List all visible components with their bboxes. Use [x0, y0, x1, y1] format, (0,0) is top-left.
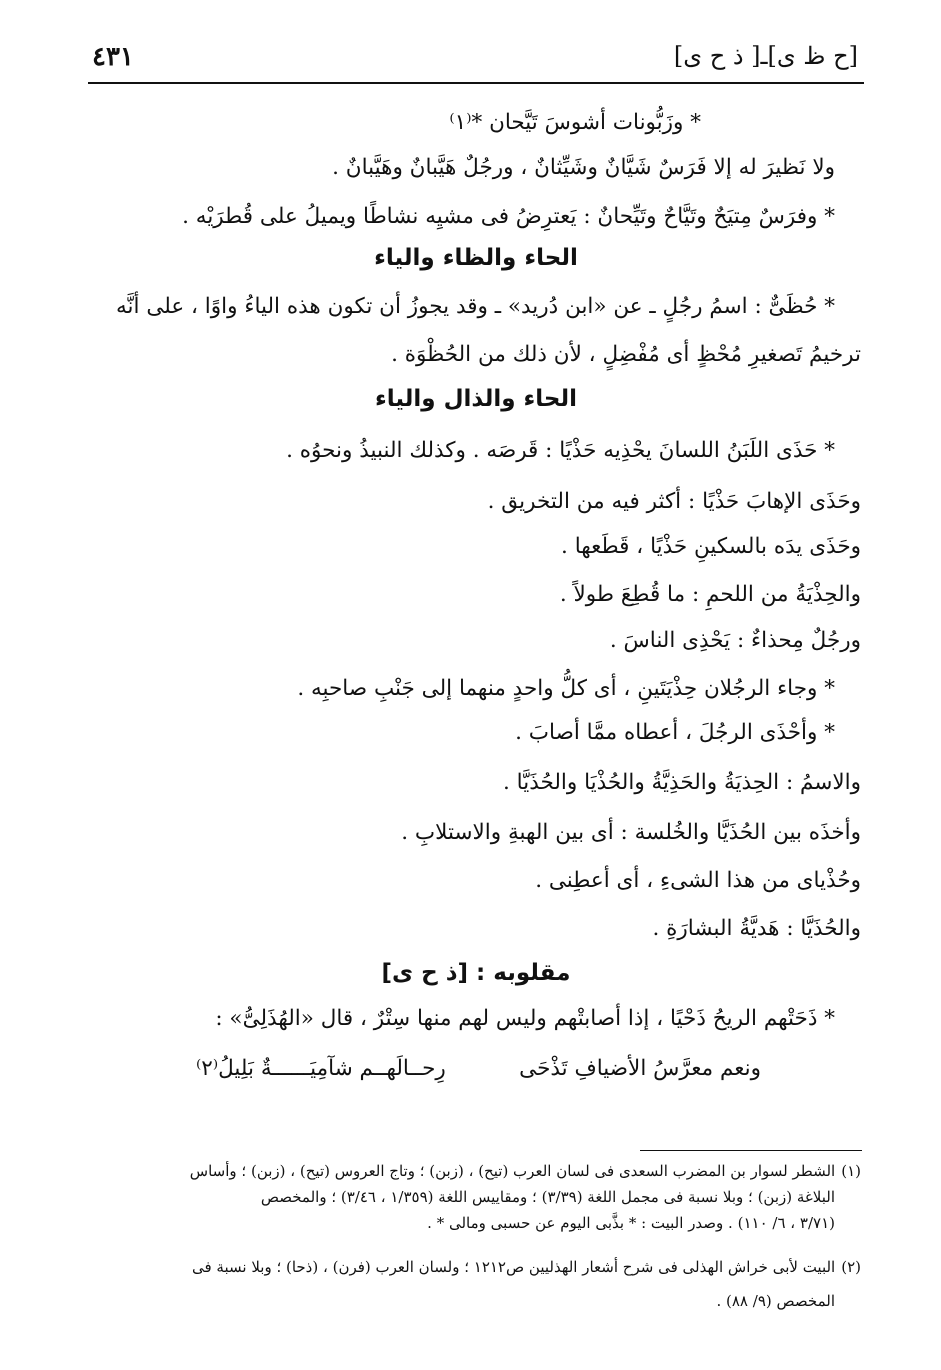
footnote-number: (١) [841, 1162, 861, 1180]
footnote-line: المخصص (٩/ ٨٨) . [716, 1292, 835, 1310]
running-head: [ح ظ ى]ـ[ ذ ح ى] [673, 42, 858, 70]
text-line: * وفرَسٌ مِتيَحٌ وتَيَّاحٌ وتَيِّحانٌ : يَعترِضُ فى مشيِه نشاطًا ويميلُ على قُطرَيْه . [182, 204, 835, 229]
text-line: * حَذَى اللَبَنُ اللسانَ يحْذِيه حَذْيًا : قَرصَه . وكذلك النبيذُ ونحوُه . [286, 438, 835, 463]
footnote-1 [190, 1160, 861, 1182]
footnote-line: (٣/٧١ ، ٦/ ١١٠) . وصدر البيت : * بذَّبى اليوم عن حسبى ومالى * . [427, 1214, 835, 1232]
text-line: ترخيمُ تَصغيرِ مُحْظٍ أى مُفْضِلٍ ، لأن ذلك من الحُظْوَة . [391, 342, 861, 367]
text-line: ولا نَظيرَ له إلا فَرَسٌ شَيَّانٌ وشَيِّثانٌ ، ورجُلٌ هَيَّبانٌ وهَيَّبانٌ . [332, 155, 835, 180]
verse-hemistich-second: رِحــالَهــم شآمِيَــــــةٌ بَلِيلُ⁽٢⁾ [196, 1056, 446, 1081]
section-heading: الحاء والذال والياء [374, 386, 578, 412]
text-line: * ذَحَتْهم الريحُ ذَحْيًا ، إذا أصابتْهم وليس لهم منها سِتْرٌ ، قال «الهُذَلِىُّ» : [215, 1006, 835, 1031]
text-line: وحَذَى الإهابَ حَذْيًا : أكثر فيه من التخريق . [487, 489, 861, 514]
verse-line: * وزَبُّونات أشوسَ تَيَّحان *⁽١⁾ [449, 110, 701, 135]
section-heading: الحاء والظاء والياء [374, 245, 578, 271]
text-line: * وجاء الرجُلان حِذْيَتَينِ ، أى كلُّ واحدٍ منهما إلى جَنْبِ صاحبِه . [297, 676, 835, 701]
text-line: وحُذْياى من هذا الشىءِ ، أى أعطِنى . [535, 868, 861, 893]
text-line: * حُظَىٌّ : اسمُ رجُلٍ ـ عن «ابن دُريد» ـ وقد يجوزُ أن تكون هذه الياءُ واوًا ، على أنَّه [116, 294, 835, 319]
footnote-text: الشطر لسوار بن المضرب السعدى فى لسان العرب (تيح) ، (زبن) ؛ وتاج العروس (تيح) ، (زبن) ؛ وأساس [189, 1162, 836, 1180]
page-header [88, 36, 864, 80]
footnote-line: البلاغة (زبن) ؛ وبلا نسبة فى مجمل اللغة (٣/٣٩) ؛ ومقاييس اللغة (١/٣٥٩ ، ٣/٤٦) ؛ والمخصص [260, 1188, 835, 1206]
text-line: والحِذْيَةُ من اللحمِ : ما قُطِعَ طولاً . [559, 582, 861, 607]
text-line: وحَذَى يدَه بالسكينِ حَذْيًا ، قَطَعها . [561, 534, 861, 559]
footnote-2 [192, 1256, 861, 1278]
footnote-text: البيت لأبى خراش الهذلى فى شرح أشعار الهذليين ص١٢١٢ ؛ ولسان العرب (فرن) ، (ذحا) ؛ وبلا نسبة فى [191, 1258, 836, 1276]
footnote-rule [640, 1150, 862, 1151]
text-line: ورجُلٌ مِحذاءٌ : يَحْذِى الناسَ . [609, 628, 861, 653]
page-number: ٤٣١ [92, 42, 134, 72]
section-heading: مقلوبه : [ذ ح ى] [381, 960, 571, 986]
verse-hemistich-first: ونعم معرَّسُ الأضيافِ تَذْحَى [519, 1056, 761, 1081]
text-line: والحُذَيَّا : هَديَّةُ البشارَةِ . [652, 916, 861, 941]
text-line: والاسمُ : الحِذيَةُ والحَذِيَّةُ والحُذْيَا والحُذَيَّا . [502, 770, 861, 795]
footnote-number: (٢) [841, 1258, 861, 1276]
header-rule [88, 82, 864, 84]
text-line: * وأحْذَى الرجُلَ ، أعطاه ممَّا أصابَ . [515, 720, 835, 745]
text-line: وأخذَه بين الحُذَيَّا والخُلسة : أى بين الهبةِ والاستلابِ . [401, 820, 861, 845]
